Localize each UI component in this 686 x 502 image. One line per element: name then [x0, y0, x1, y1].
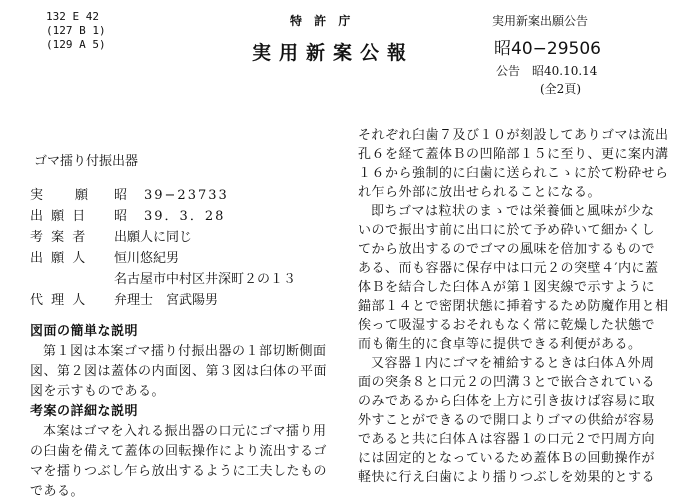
- bib-label: 出 願 日: [30, 209, 88, 224]
- announcement-date: 公告 昭40.10.14: [496, 64, 598, 78]
- bib-value: 恒川悠紀男: [114, 251, 180, 266]
- bib-label: 出 願 人: [30, 251, 88, 266]
- paragraph-line: マを擂りつぶし乍ら放出するように工夫したもの: [30, 464, 328, 479]
- paragraph-line: には固定的となっているため蓋体Ｂの回動操作が: [358, 451, 656, 466]
- bib-label: 実 願: [30, 188, 91, 203]
- paragraph-line: それぞれ臼歯７及び１０が刻設してありゴマは流出: [358, 128, 669, 143]
- bib-value: 出願人に同じ: [114, 230, 193, 245]
- left-body: [30, 322, 352, 502]
- section-heading-detail: 考案の詳細な説明: [30, 404, 139, 419]
- utility-model-title: ゴマ擂り付振出器: [34, 154, 139, 169]
- bib-value: 弁理士 宮武陽男: [114, 293, 219, 308]
- paragraph-line: てから放出するのでゴマの風味を倍加するもので: [358, 242, 656, 257]
- paragraph-line: の臼歯を備えて蓋体の回転操作により流出するゴ: [30, 444, 328, 459]
- bib-label: 代 理 人: [30, 293, 88, 308]
- page-count: (全2頁): [540, 82, 581, 96]
- bib-row: [30, 206, 350, 227]
- paragraph-line: いので振出す前に出口に於て予め砕いて細かくし: [358, 223, 656, 238]
- paragraph-line: である。: [30, 484, 85, 499]
- bib-value: 名古屋市中村区井深町２の１３: [114, 272, 297, 287]
- publication-number: 昭40−29506: [494, 39, 601, 59]
- paragraph-line: 外すことができるので開口よりゴマの供給が容易: [358, 413, 656, 428]
- paragraph-line: 軽快に行え臼歯により擂りつぶしを効果的とする: [358, 470, 656, 485]
- bib-row: [30, 269, 350, 290]
- paragraph-line: 孔６を経て蓋体Ｂの凹陥部１５に至り、更に案内溝: [358, 147, 669, 162]
- patent-office-name: 特 許 庁: [290, 14, 355, 28]
- classification-code: 132 E 42: [46, 10, 99, 23]
- gazette-label: 実用新案出願公告: [492, 14, 589, 28]
- paragraph-line: 俟って吸湿するおそれもなく常に乾燥した状態で: [358, 318, 656, 333]
- bib-value: 昭 39−23733: [114, 188, 229, 203]
- paragraph-line: 体Ｂを結合した臼体Ａが第１図実線で示すように: [358, 280, 656, 295]
- paragraph-line: １６から強制的に臼歯に送られこゝに於て粉砕せら: [358, 166, 669, 181]
- bib-row: [30, 185, 350, 206]
- paragraph-line: のみであるから臼体を上方に引き抜けば容易に取: [358, 394, 656, 409]
- paragraph-line: 図を示すものである。: [30, 384, 166, 399]
- paragraph-line: 本案はゴマを入れる振出器の口元にゴマ擂り用: [43, 424, 327, 439]
- right-body: [358, 126, 680, 487]
- bibliography-block: [30, 185, 350, 311]
- paragraph-line: 図、第２図は蓋体の内面図、第３図は臼体の平面: [30, 364, 328, 379]
- paragraph-line: れ乍ら外部に放出せられることになる。: [358, 185, 602, 200]
- paragraph-line: 面の突条８と口元２の凹溝３とで嵌合されている: [358, 375, 656, 390]
- paragraph-line: 而も衛生的に食卓等に提供できる利便がある。: [358, 337, 642, 352]
- paragraph-line: 錨部１４とで密閉状態に挿着するため防魔作用と相: [358, 299, 669, 314]
- bib-label: 考 案 者: [30, 230, 88, 245]
- bib-row: [30, 290, 350, 311]
- paragraph-line: 又容器１内にゴマを補給するときは臼体Ａ外周: [371, 356, 655, 371]
- paragraph-line: ある、而も容器に保存中は口元２の突壁４′内に蓋: [358, 261, 659, 276]
- paragraph-line: であると共に臼体Ａは容器１の口元２で円周方向: [358, 432, 656, 447]
- classification-code: (129 A 5): [46, 38, 106, 51]
- classification-code: (127 B 1): [46, 24, 106, 37]
- bib-value: 昭 39．3．28: [114, 209, 226, 224]
- bib-row: [30, 227, 350, 248]
- section-heading-drawings: 図面の簡単な説明: [30, 324, 139, 339]
- paragraph-line: 即ちゴマは粒状のまゝでは栄養価と風味が少な: [371, 204, 655, 219]
- paragraph-line: 第１図は本案ゴマ擂り付振出器の１部切断側面: [43, 344, 327, 359]
- publication-type-title: 実用新案公報: [252, 42, 415, 64]
- bib-row: [30, 248, 350, 269]
